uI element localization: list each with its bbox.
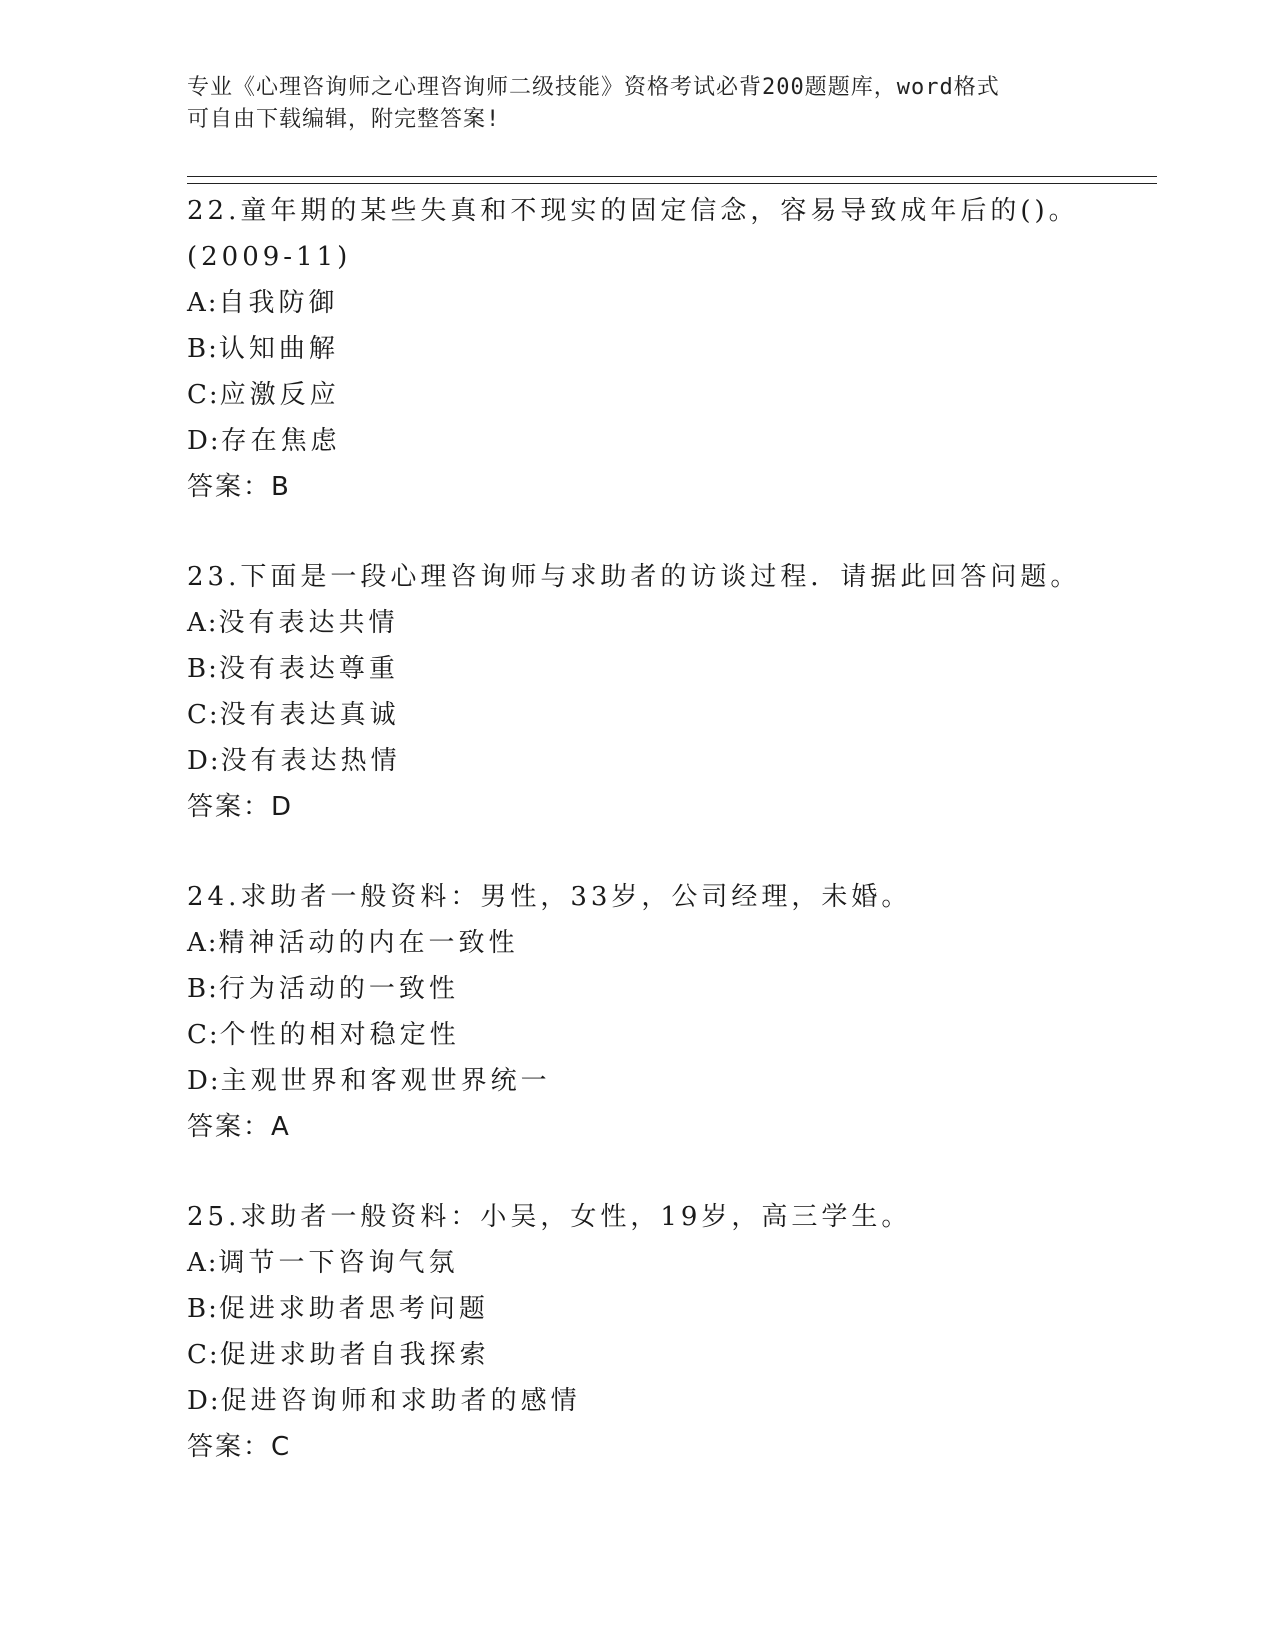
- question-stem: 24.求助者一般资料：男性，33岁，公司经理，未婚。: [187, 882, 912, 912]
- answer-line: [187, 1424, 1157, 1470]
- option-text: 存在焦虑: [220, 426, 341, 456]
- option-a: [187, 1240, 1157, 1286]
- option-text: 促进咨询师和求助者的感情: [220, 1386, 581, 1416]
- option-letter: B:: [187, 1294, 219, 1324]
- answer-label: 答案：: [187, 472, 272, 502]
- option-letter: C:: [187, 380, 220, 410]
- option-text: 认知曲解: [218, 334, 339, 364]
- answer-label: 答案：: [187, 1432, 272, 1462]
- option-c: [187, 372, 1157, 418]
- answer-value: C: [271, 1432, 292, 1462]
- option-text: 精神活动的内在一致性: [218, 928, 519, 958]
- option-letter: D:: [187, 1386, 221, 1416]
- option-text: 促进求助者自我探索: [219, 1340, 490, 1370]
- option-a: [187, 280, 1157, 326]
- answer-label: 答案：: [187, 792, 272, 822]
- answer-line: [187, 1104, 1157, 1150]
- option-d: [187, 1378, 1157, 1424]
- option-letter: C:: [187, 1340, 220, 1370]
- header-line-1: 专业《心理咨询师之心理咨询师二级技能》资格考试必背200题题库，word格式: [187, 75, 1000, 100]
- header-divider: [187, 176, 1157, 184]
- question-22: [187, 188, 1157, 510]
- option-letter: A:: [187, 1248, 219, 1278]
- question-25: [187, 1194, 1157, 1470]
- option-letter: B:: [187, 654, 219, 684]
- option-b: [187, 1286, 1157, 1332]
- option-letter: B:: [187, 334, 219, 364]
- question-stem: 23.下面是一段心理咨询师与求助者的访谈过程．请据此回答问题。: [187, 562, 1081, 592]
- question-stem-continued: (2009-11): [187, 242, 352, 272]
- option-d: [187, 1058, 1157, 1104]
- answer-value: A: [271, 1112, 291, 1142]
- option-text: 个性的相对稳定性: [219, 1020, 460, 1050]
- answer-label: 答案：: [187, 1112, 272, 1142]
- option-d: [187, 418, 1157, 464]
- option-letter: C:: [187, 700, 220, 730]
- document-header: [187, 72, 1087, 136]
- option-letter: A:: [187, 608, 219, 638]
- header-line-2: 可自由下载编辑，附完整答案!: [187, 107, 501, 132]
- answer-value: B: [271, 472, 291, 502]
- question-stem: 25.求助者一般资料：小吴，女性，19岁，高三学生。: [187, 1202, 912, 1232]
- option-text: 促进求助者思考问题: [218, 1294, 489, 1324]
- option-text: 自我防御: [218, 288, 339, 318]
- option-letter: B:: [187, 974, 219, 1004]
- option-text: 主观世界和客观世界统一: [220, 1066, 551, 1096]
- option-b: [187, 966, 1157, 1012]
- answer-line: [187, 784, 1157, 830]
- option-text: 应激反应: [219, 380, 340, 410]
- option-text: 没有表达热情: [220, 746, 401, 776]
- option-letter: D:: [187, 1066, 221, 1096]
- option-text: 没有表达真诚: [219, 700, 400, 730]
- option-letter: D:: [187, 426, 221, 456]
- option-b: [187, 326, 1157, 372]
- option-b: [187, 646, 1157, 692]
- answer-line: [187, 464, 1157, 510]
- option-text: 没有表达共情: [218, 608, 399, 638]
- option-letter: C:: [187, 1020, 220, 1050]
- option-c: [187, 1332, 1157, 1378]
- option-letter: D:: [187, 746, 221, 776]
- question-stem: 22.童年期的某些失真和不现实的固定信念，容易导致成年后的()。: [187, 196, 1079, 226]
- option-letter: A:: [187, 288, 219, 318]
- question-23: [187, 554, 1157, 830]
- question-24: [187, 874, 1157, 1150]
- option-text: 没有表达尊重: [218, 654, 399, 684]
- option-a: [187, 920, 1157, 966]
- option-c: [187, 1012, 1157, 1058]
- option-text: 调节一下咨询气氛: [218, 1248, 459, 1278]
- option-letter: A:: [187, 928, 219, 958]
- option-text: 行为活动的一致性: [218, 974, 459, 1004]
- option-d: [187, 738, 1157, 784]
- answer-value: D: [271, 792, 294, 822]
- option-c: [187, 692, 1157, 738]
- question-list: [187, 188, 1157, 1514]
- option-a: [187, 600, 1157, 646]
